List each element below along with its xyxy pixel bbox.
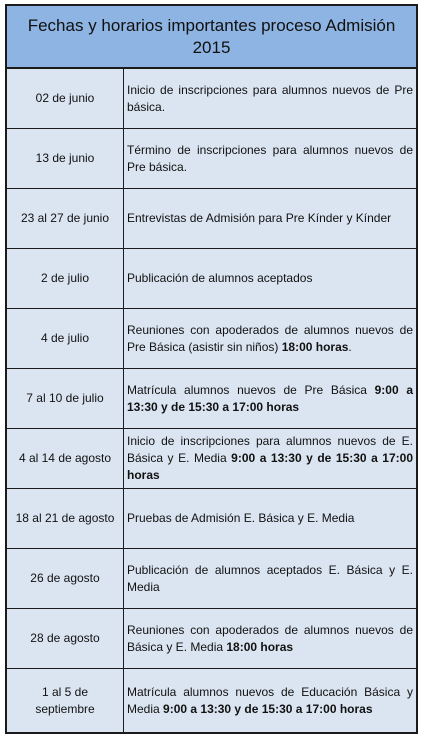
row-time: 18:00 horas [226,639,294,654]
row-description: Publicación de alumnos aceptados E. Básica y E. Media [124,549,416,608]
row-description: Matrícula alumnos nuevos de Educación Básica y Media 9:00 a 13:30 y de 15:30 a 17:00 horas [124,669,416,732]
table-row [7,549,416,609]
table-row [7,669,416,732]
table-header [7,6,416,69]
row-date: 13 de junio [7,129,124,188]
row-date: 26 de agosto [7,549,124,608]
table-row [7,609,416,669]
row-description: Matrícula alumnos nuevos de Pre Básica 9:00 a 13:30 y de 15:30 a 17:00 horas [124,369,416,428]
table-row [7,129,416,189]
title-line-1: Fechas y horarios importantes proceso Admisión [27,15,396,35]
row-time: 18:00 horas [281,339,349,354]
row-description: Inicio de inscripciones para alumnos nuevos de Pre básica. [124,69,416,128]
row-description: Inicio de inscripciones para alumnos nuevos de E. Básica y E. Media 9:00 a 13:30 y de 15:30 a 17:00 horas [124,429,416,488]
row-date: 4 de julio [7,309,124,368]
row-description: Entrevistas de Admisión para Pre Kínder y Kínder [124,189,416,248]
row-date: 1 al 5 de septiembre [7,669,124,732]
row-time: 9:00 a 13:30 y de 15:30 a 17:00 horas [127,451,413,482]
row-description: Pruebas de Admisión E. Básica y E. Media [124,489,416,548]
row-description: Publicación de alumnos aceptados [124,249,416,308]
row-date: 28 de agosto [7,609,124,668]
row-date: 7 al 10 de julio [7,369,124,428]
row-date: 4 al 14 de agosto [7,429,124,488]
table-row [7,69,416,129]
row-description: Reuniones con apoderados de alumnos nuevos de Básica y E. Media 18:00 horas [124,609,416,668]
admission-schedule-table [5,4,418,734]
row-description: Término de inscripciones para alumnos nuevos de Pre básica. [124,129,416,188]
table-row [7,189,416,249]
table-row [7,249,416,309]
table-row [7,369,416,429]
row-date: 2 de julio [7,249,124,308]
table-row [7,429,416,489]
row-date: 18 al 21 de agosto [7,489,124,548]
table-row [7,309,416,369]
row-date: 23 al 27 de junio [7,189,124,248]
row-time: 9:00 a 13:30 y de 15:30 a 17:00 horas [163,701,373,716]
title-line-2: 2015 [192,37,231,57]
row-date: 02 de junio [7,69,124,128]
row-time: 9:00 a 13:30 y de 15:30 a 17:00 horas [127,382,413,414]
table-title [28,15,396,59]
table-row [7,489,416,549]
row-description: Reuniones con apoderados de alumnos nuevos de Pre Básica (asistir sin niños) 18:00 horas. [124,309,416,368]
